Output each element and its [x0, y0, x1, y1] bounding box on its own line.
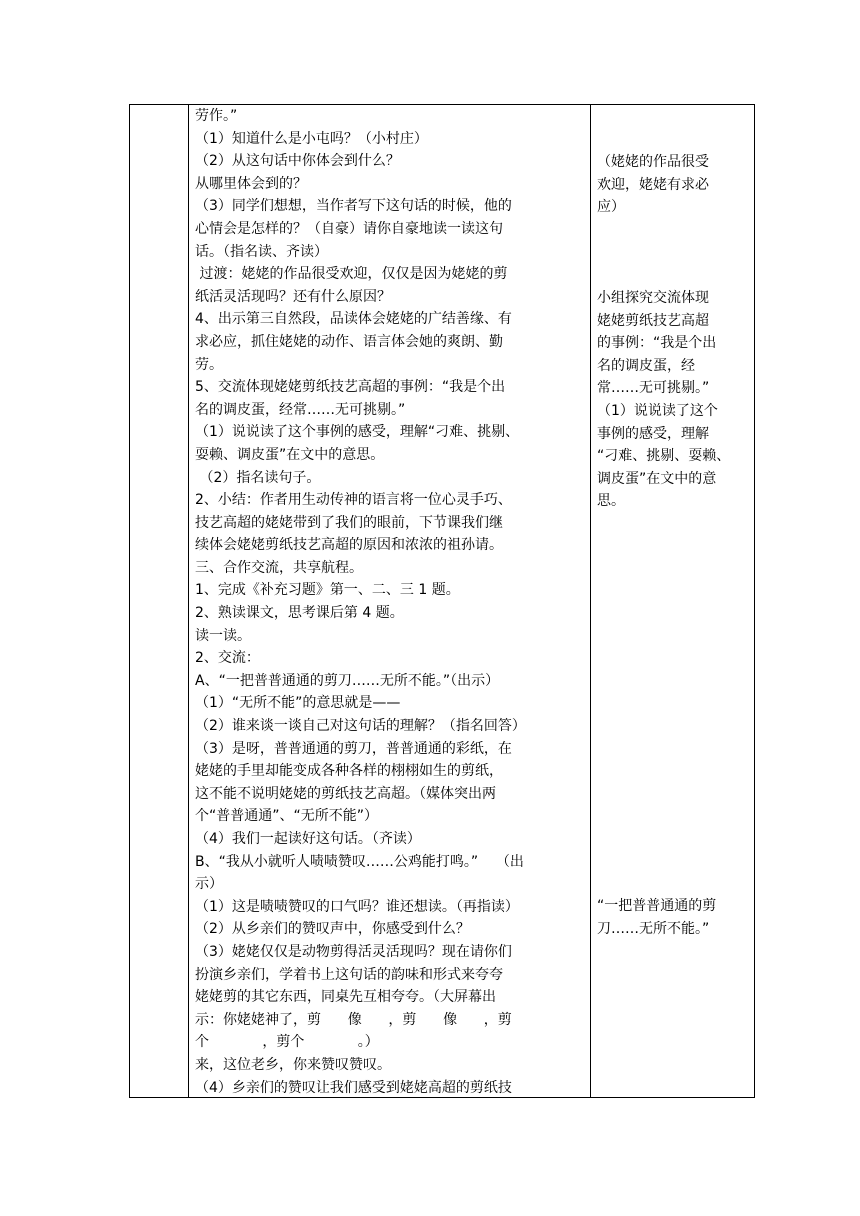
text-line: 劳。	[195, 356, 223, 373]
text-line: （3）是呀，普普通通的剪刀，普普通通的彩纸，在	[195, 740, 512, 757]
text-line: （2）谁来谈一谈自己对这句话的理解？（指名回答）	[195, 718, 526, 735]
text-line: （2）从这句话中你体会到什么？	[195, 153, 400, 170]
side-note-line: 刀……无所不能。”	[597, 920, 710, 937]
text-line: 示：你姥姥神了，剪 像 ，剪 像 ，剪	[195, 1011, 512, 1028]
column-divider-right	[590, 105, 591, 1097]
text-line: 续体会姥姥剪纸技艺高超的原因和浓浓的祖孙请。	[195, 537, 503, 554]
text-line: （1）说说读了这个事例的感受，理解“刁难、挑剔、	[195, 424, 520, 441]
text-line: 1、完成《补充习题》第一、二、三 1 题。	[195, 582, 460, 599]
side-note-line: 名的调皮蛋，经	[597, 357, 695, 374]
text-line: 三、合作交流，共享航程。	[195, 559, 363, 576]
text-line: （1）这是啧啧赞叹的口气吗？谁还想读。（再指读）	[195, 898, 519, 915]
text-line: （4）我们一起读好这句话。（齐读）	[195, 831, 421, 847]
side-note-works-welcomed	[597, 151, 749, 219]
text-line: 姥姥剪的其它东西，同桌先互相夸夸。（大屏幕出	[195, 989, 496, 1006]
text-line: 这不能不说明姥姥的剪纸技艺高超。（媒体突出两	[195, 785, 496, 802]
text-line: 示）	[195, 876, 223, 893]
side-note-line: 思。	[597, 493, 625, 510]
text-line: 技艺高超的姥姥带到了我们的眼前，下节课我们继	[195, 514, 503, 531]
text-line: （4）乡亲们的赞叹让我们感受到姥姥高超的剪纸技	[195, 1079, 512, 1096]
text-line: 名的调皮蛋，经常……无可挑剔。”	[195, 401, 406, 418]
text-line: A、“一把普普通通的剪刀……无所不能。”（出示）	[195, 672, 500, 689]
text-line: B、“我从小就听人啧啧赞叹……公鸡能打鸣。” （出	[195, 853, 524, 870]
side-note-line: “刁难、挑剔、耍赖、	[597, 448, 731, 465]
side-note-line: （1）说说读了这个	[597, 402, 718, 419]
lesson-plan-table	[129, 104, 755, 1098]
text-line: （2）指名读句子。	[195, 469, 321, 486]
text-line: （3）同学们想想，当作者写下这句话的时候，他的	[195, 198, 512, 215]
text-line: 2、交流：	[195, 650, 260, 667]
text-line: 4、出示第三自然段，品读体会姥姥的广结善缘、有	[195, 311, 512, 328]
text-line: 来，这位老乡，你来赞叹赞叹。	[195, 1056, 391, 1073]
side-note-group-discussion	[597, 287, 749, 513]
text-line: 过渡：姥姥的作品很受欢迎，仅仅是因为姥姥的剪	[195, 266, 508, 283]
side-note-line: 姥姥剪纸技艺高超	[597, 312, 709, 329]
text-line: 耍赖、调皮蛋”在文中的意思。	[195, 446, 385, 463]
side-note-line: 的事例：“我是个出	[597, 335, 717, 352]
text-line: （2）从乡亲们的赞叹声中，你感受到什么？	[195, 921, 470, 938]
text-line: 个“普普通通”、“无所不能”）	[195, 808, 379, 825]
side-note-line: 应）	[597, 199, 625, 216]
text-line: 2、小结：作者用生动传神的语言将一位心灵手巧、	[195, 492, 512, 509]
side-note-line: 调皮蛋”在文中的意	[597, 470, 717, 487]
text-line: 5、交流体现姥姥剪纸技艺高超的事例：“我是个出	[195, 379, 506, 396]
side-note-line: 欢迎，姥姥有求必	[597, 176, 709, 193]
side-note-line: 小组探究交流体现	[597, 290, 709, 306]
text-line: 话。（指名读、齐读）	[195, 243, 328, 260]
text-line: （3）姥姥仅仅是动物剪得活灵活现吗？现在请你们	[195, 943, 512, 960]
text-line: 求必应，抓住姥姥的动作、语言体会她的爽朗、勤	[195, 333, 503, 350]
text-line: 个 ，剪个 。）	[195, 1034, 379, 1051]
side-note-line: （姥姥的作品很受	[597, 154, 709, 170]
side-note-line: 事例的感受，理解	[597, 425, 709, 442]
text-line: （1）“无所不能”的意思就是——	[195, 695, 401, 712]
text-line: 劳作。”	[195, 108, 238, 124]
text-line: 姥姥的手里却能变成各种各样的栩栩如生的剪纸，	[195, 763, 503, 780]
side-note-scissors-quote	[597, 895, 749, 940]
side-note-line: “一把普普通通的剪	[597, 898, 717, 914]
text-line: 读一读。	[195, 627, 251, 644]
text-line: 2、熟读课文，思考课后第 4 题。	[195, 605, 404, 622]
text-line: 从哪里体会到的？	[195, 175, 307, 192]
column-divider-left	[188, 105, 189, 1097]
text-line: 纸活灵活现吗？还有什么原因？	[195, 288, 391, 305]
side-note-line: 常……无可挑剔。”	[597, 380, 710, 397]
text-line: 扮演乡亲们，学着书上这句话的韵味和形式来夸夸	[195, 966, 503, 983]
teaching-process-column	[195, 105, 587, 1099]
text-line: 心情会是怎样的？（自豪）请你自豪地读一读这句	[195, 220, 503, 237]
text-line: （1）知道什么是小屯吗？（小村庄）	[195, 130, 428, 147]
